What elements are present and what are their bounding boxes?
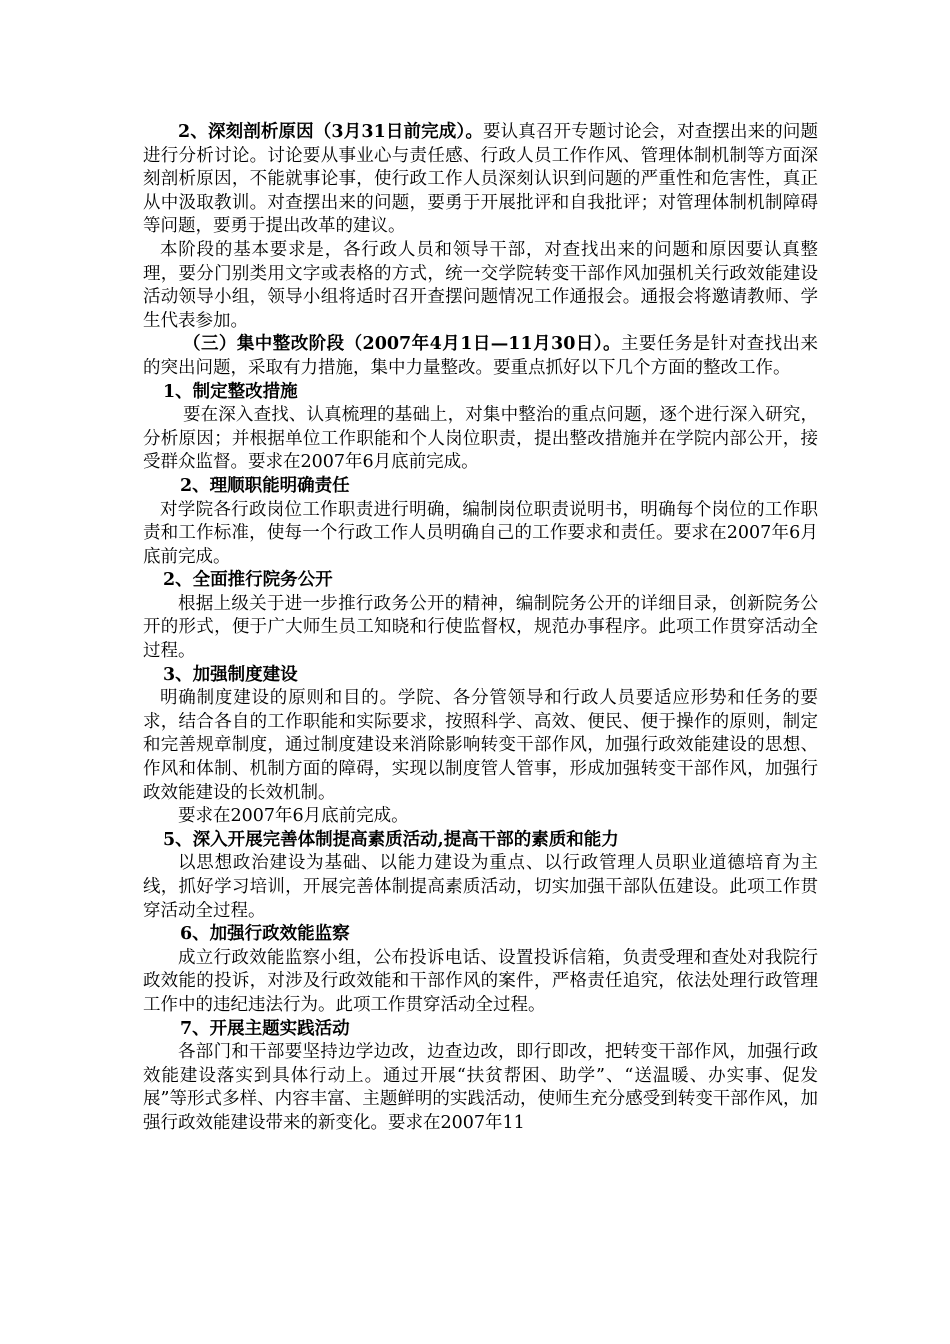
subsection-heading: 5、深入开展完善体制提高素质活动,提高干部的素质和能力 [163,829,619,850]
paragraph: 成立行政效能监察小组，公布投诉电话、设置投诉信箱，负责受理和查处对我院行政效能的投诉，对涉及行政效能和干部作风的案件，严格责任追究，依法处理行政管理工作中的违纪违法行为。此项工作贯穿活动全过程。 [143,947,818,1015]
paragraph: 各部门和干部要坚持边学边改，边查边改，即行即改，把转变干部作风，加强行政效能建设落实到具体行动上。通过开展“扶贫帮困、助学”、“送温暖、办实事、促发展”等形式多样、内容丰富、主题鲜明的实践活动，使师生充分感受到转变干部作风，加强行政效能建设带来的新变化。要求在2007年11 [143,1042,818,1133]
paragraph: 以思想政治建设为基础、以能力建设为重点、以行政管理人员职业道德培育为主线，抓好学习培训，开展完善体制提高素质活动，切实加强干部队伍建设。此项工作贯穿活动全过程。 [143,853,818,921]
section-heading-inline: 2、深刻剖析原因（3月31日前完成）。 [178,122,483,142]
subsection-heading: 1、制定整改措施 [163,381,298,402]
subsection-heading: 6、加强行政效能监察 [180,924,350,945]
paragraph: 本阶段的基本要求是，各行政人员和领导干部，对查找出来的问题和原因要认真整理，要分门别类用文字或表格的方式，统一交学院转变干部作风加强机关行政效能建设活动领导小组，领导小组将适时召开查摆问题情况工作通报会。通报会将邀请教师、学生代表参加。 [143,239,818,331]
paragraph: 对学院各行政岗位工作职责进行明确，编制岗位职责说明书，明确每个岗位的工作职责和工作标准，使每一个行政工作人员明确自己的工作要求和责任。要求在2007年6月底前完成。 [143,499,818,567]
paragraph: 要在深入查找、认真梳理的基础上，对集中整治的重点问题，逐个进行深入研究，分析原因；并根据单位工作职能和个人岗位职责，提出整改措施并在学院内部公开，接受群众监督。要求在2007年6月底前完成。 [143,405,818,473]
paragraph: 根据上级关于进一步推行政务公开的精神，编制院务公开的详细目录，创新院务公开的形式，便于广大师生员工知晓和行使监督权，规范办事程序。此项工作贯穿活动全过程。 [143,593,818,662]
subsection-heading: 2、全面推行院务公开 [163,570,333,591]
paragraph [143,121,818,239]
paragraph-text: 要认真召开专题讨论会，对查摆出来的问题进行分析讨论。讨论要从事业心与责任感、行政人员工作作风、管理体制机制等方面深刻剖析原因，不能就事论事，使行政工作人员深刻认识到问题的严重性和危害性，真正从中汲取教训。对查摆出来的问题，要勇于开展批评和自我批评；对管理体制机制障碍等问题，要勇于提出改革的建议。 [143,122,818,237]
document-body [143,121,818,1136]
subsection-heading: 3、加强制度建设 [163,664,298,685]
paragraph: 要求在2007年6月底前完成。 [178,806,409,827]
paragraph: 明确制度建设的原则和目的。学院、各分管领导和行政人员要适应形势和任务的要求，结合各自的工作职能和实际要求，按照科学、高效、便民、便于操作的原则，制定和完善规章制度，通过制度建设来消除影响转变干部作风，加强行政效能建设的思想、作风和体制、机制方面的障碍，实现以制度管人管事，形成加强转变干部作风，加强行政效能建设的长效机制。 [143,688,818,803]
paragraph [143,333,818,380]
subsection-heading: 7、开展主题实践活动 [180,1018,350,1039]
subsection-heading: 2、理顺职能明确责任 [180,475,350,496]
section-heading-inline: （三）集中整改阶段（2007年4月1日—11月30日）。 [183,334,621,355]
paragraph-text: 主要任务是针对查找出来的突出问题，采取有力措施，集中力量整改。要重点抓好以下几个方面的整改工作。 [143,334,819,378]
